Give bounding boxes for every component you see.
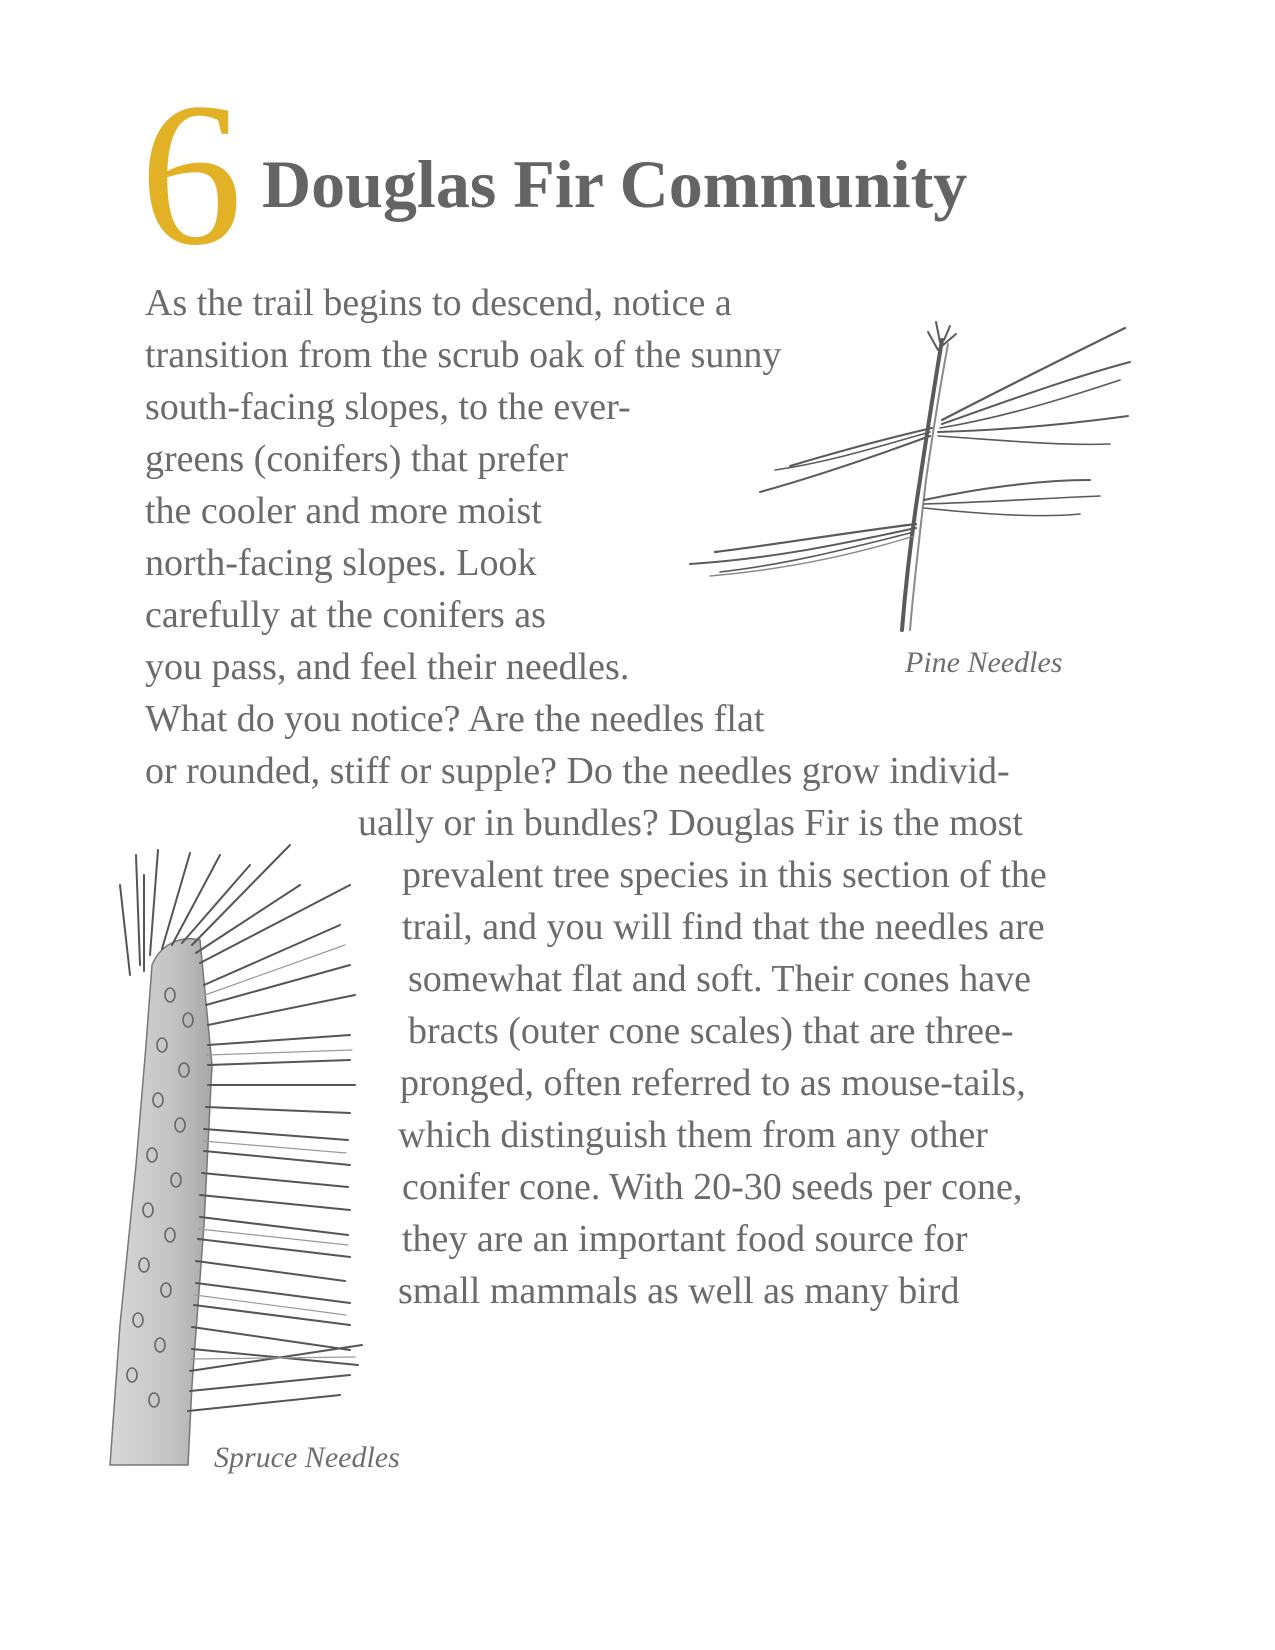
body-line: What do you notice? Are the needles flat xyxy=(145,698,765,740)
page-title: Douglas Fir Community xyxy=(262,146,968,222)
body-line: the cooler and more moist xyxy=(145,490,542,532)
body-line: somewhat flat and soft. Their cones have xyxy=(408,958,1031,1000)
body-line: small mammals as well as many bird xyxy=(398,1270,960,1312)
pine-needles-sketch-icon xyxy=(680,320,1140,640)
body-line: transition from the scrub oak of the sunny xyxy=(145,334,782,376)
body-line: carefully at the conifers as xyxy=(145,594,546,636)
body-line: greens (conifers) that prefer xyxy=(145,438,569,480)
body-line: conifer cone. With 20-30 seeds per cone, xyxy=(402,1166,1023,1208)
body-line: north-facing slopes. Look xyxy=(145,542,537,584)
stop-number: 6 xyxy=(140,61,243,288)
body-line: which distinguish them from any other xyxy=(398,1114,988,1156)
body-line: you pass, and feel their needles. xyxy=(145,646,630,688)
body-line: or rounded, stiff or supple? Do the needles grow individ- xyxy=(145,750,1010,792)
spruce-needles-sketch-icon xyxy=(100,845,380,1485)
body-line: ually or in bundles? Douglas Fir is the most xyxy=(358,802,1023,844)
body-line: trail, and you will find that the needles are xyxy=(402,906,1045,948)
body-line: south-facing slopes, to the ever- xyxy=(145,386,631,428)
body-line: prevalent tree species in this section of the xyxy=(402,854,1047,896)
spruce-needles-caption: Spruce Needles xyxy=(214,1441,400,1474)
body-line: they are an important food source for xyxy=(402,1218,968,1260)
body-line: bracts (outer cone scales) that are three- xyxy=(408,1010,1014,1052)
pine-needles-caption: Pine Needles xyxy=(905,646,1063,679)
body-line: As the trail begins to descend, notice a xyxy=(145,282,732,324)
body-line: pronged, often referred to as mouse-tails, xyxy=(400,1062,1026,1104)
